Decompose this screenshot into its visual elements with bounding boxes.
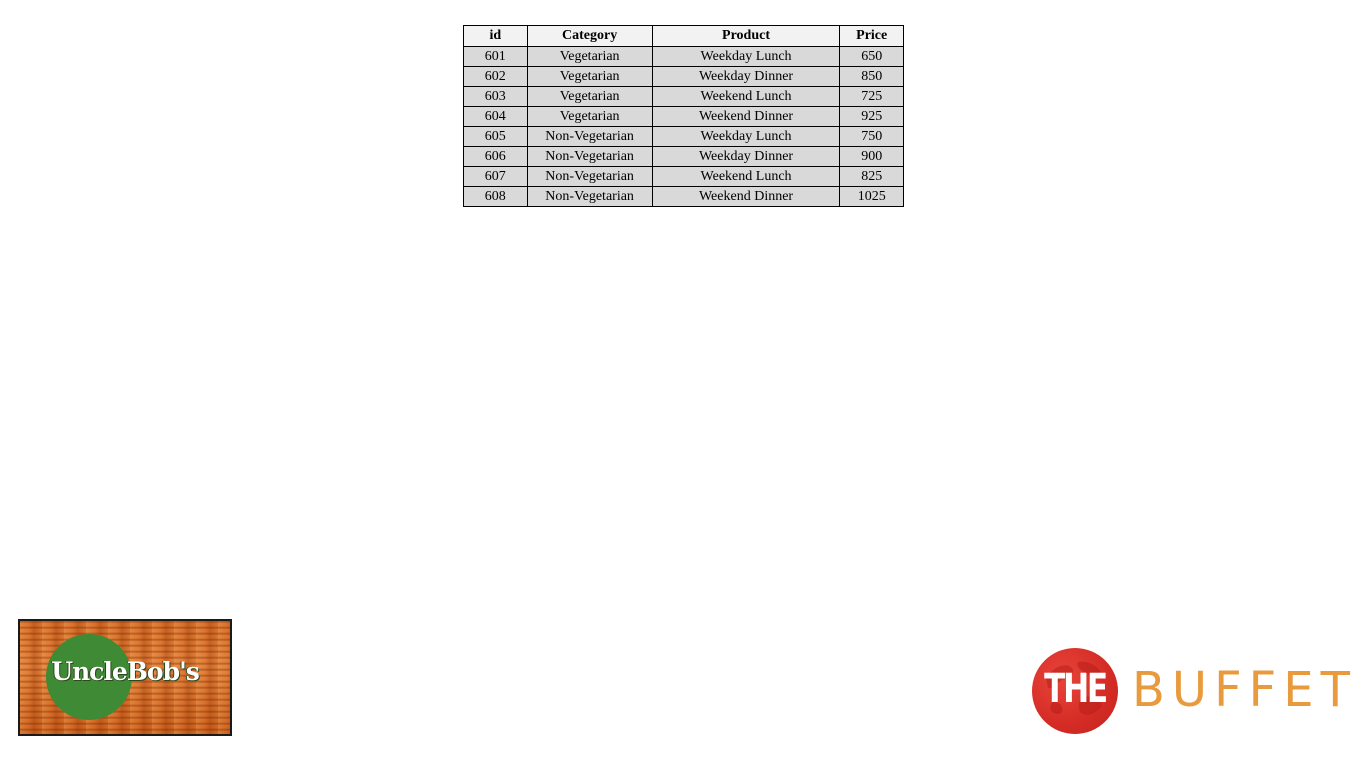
the-buffet-logo xyxy=(1032,648,1357,736)
cell-price: 650 xyxy=(840,47,904,67)
cell-id: 603 xyxy=(464,87,528,107)
cell-category: Non-Vegetarian xyxy=(527,147,652,167)
cell-category: Vegetarian xyxy=(527,87,652,107)
cell-product: Weekday Lunch xyxy=(652,127,840,147)
cell-price: 750 xyxy=(840,127,904,147)
cell-product: Weekend Lunch xyxy=(652,167,840,187)
cell-id: 608 xyxy=(464,187,528,207)
cell-id: 607 xyxy=(464,167,528,187)
cell-price: 850 xyxy=(840,67,904,87)
cell-id: 604 xyxy=(464,107,528,127)
header-price: Price xyxy=(840,26,904,47)
cell-id: 602 xyxy=(464,67,528,87)
table-header-row xyxy=(464,26,904,47)
menu-price-table xyxy=(463,25,904,207)
cell-category: Non-Vegetarian xyxy=(527,187,652,207)
cell-price: 925 xyxy=(840,107,904,127)
cell-product: Weekend Lunch xyxy=(652,87,840,107)
cell-price: 1025 xyxy=(840,187,904,207)
cell-category: Vegetarian xyxy=(527,67,652,87)
cell-id: 606 xyxy=(464,147,528,167)
buffet-badge-text: THE xyxy=(1044,666,1106,712)
cell-price: 900 xyxy=(840,147,904,167)
table-row xyxy=(464,127,904,147)
cell-category: Vegetarian xyxy=(527,47,652,67)
header-product: Product xyxy=(652,26,840,47)
table-row xyxy=(464,47,904,67)
table-row xyxy=(464,187,904,207)
cell-product: Weekday Lunch xyxy=(652,47,840,67)
table-row xyxy=(464,67,904,87)
cell-id: 605 xyxy=(464,127,528,147)
cell-price: 825 xyxy=(840,167,904,187)
cell-product: Weekday Dinner xyxy=(652,147,840,167)
cell-category: Non-Vegetarian xyxy=(527,167,652,187)
uncle-bobs-logo xyxy=(18,619,232,736)
table-row xyxy=(464,167,904,187)
table-row xyxy=(464,107,904,127)
cell-category: Non-Vegetarian xyxy=(527,127,652,147)
table-row xyxy=(464,87,904,107)
cell-price: 725 xyxy=(840,87,904,107)
header-category: Category xyxy=(527,26,652,47)
cell-id: 601 xyxy=(464,47,528,67)
table-row xyxy=(464,147,904,167)
cell-product: Weekend Dinner xyxy=(652,107,840,127)
cell-product: Weekday Dinner xyxy=(652,67,840,87)
buffet-word: BUFFET xyxy=(1132,662,1357,718)
uncle-bobs-logo-text: UncleBob's xyxy=(51,657,199,686)
cell-product: Weekend Dinner xyxy=(652,187,840,207)
header-id: id xyxy=(464,26,528,47)
cell-category: Vegetarian xyxy=(527,107,652,127)
